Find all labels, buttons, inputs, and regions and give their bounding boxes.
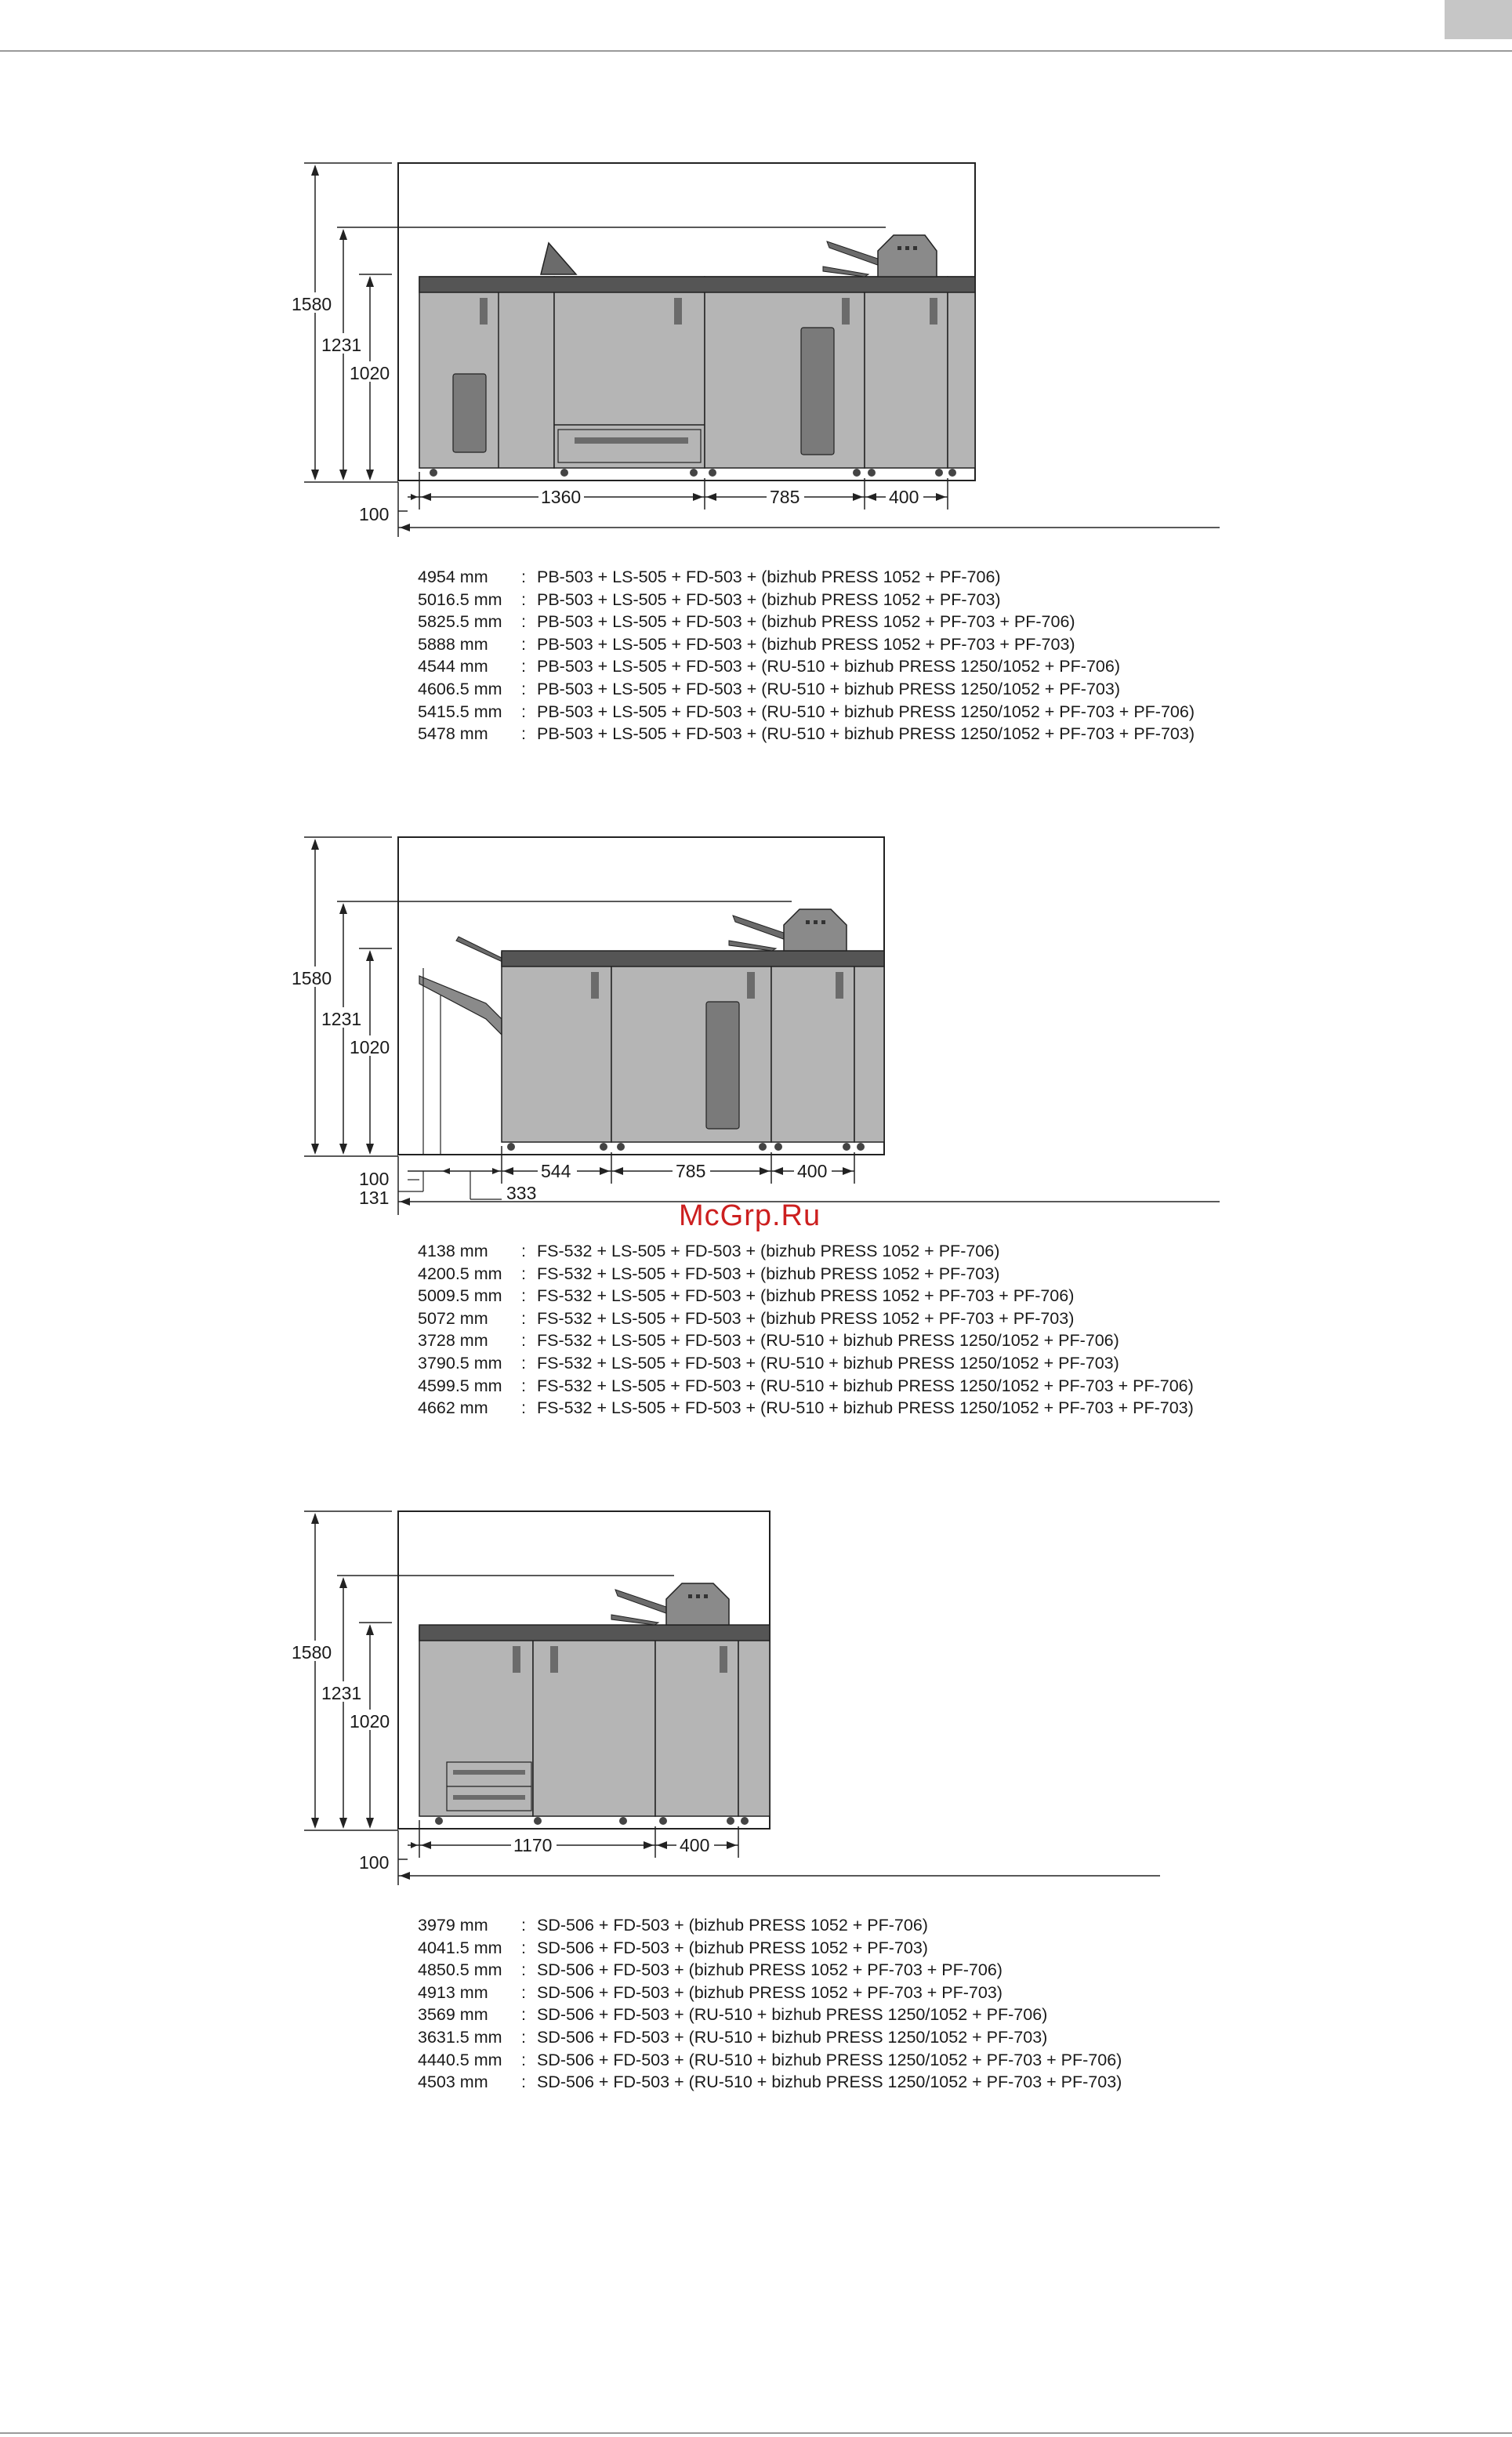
config-desc: SD-506 + FD-503 + (bizhub PRESS 1052 + PF-706) <box>537 1916 928 1935</box>
config-length: 3631.5 mm <box>418 2027 502 2047</box>
width-400: 400 <box>797 1161 828 1181</box>
config-length: 5825.5 mm <box>418 612 502 632</box>
config-desc: FS-532 + LS-505 + FD-503 + (bizhub PRESS 1052 + PF-703) <box>537 1264 1000 1283</box>
config-length: 5009.5 mm <box>418 1286 502 1306</box>
height-1020: 1020 <box>350 1037 390 1057</box>
config-desc: PB-503 + LS-505 + FD-503 + (RU-510 + bizhub PRESS 1250/1052 + PF-703 + PF-703) <box>537 724 1195 744</box>
config-length: 4041.5 mm <box>418 1938 502 1957</box>
offset-131: 131 <box>359 1188 390 1208</box>
height-1580: 1580 <box>292 968 332 988</box>
config-length: 4503 mm <box>418 2073 488 2092</box>
page-corner-tab <box>1445 0 1512 39</box>
config-row: 4200.5 mm : FS-532 + LS-505 + FD-503 + (bizhub PRESS 1052 + PF-703) <box>418 1263 1194 1286</box>
footer-rule <box>0 2432 1512 2434</box>
config-desc: SD-506 + FD-503 + (RU-510 + bizhub PRESS 1250/1052 + PF-706) <box>537 2005 1048 2025</box>
config-desc: PB-503 + LS-505 + FD-503 + (RU-510 + bizhub PRESS 1250/1052 + PF-706) <box>537 657 1120 676</box>
offset-333: 333 <box>506 1183 537 1203</box>
config-row: 3728 mm : FS-532 + LS-505 + FD-503 + (RU-510 + bizhub PRESS 1250/1052 + PF-706) <box>418 1329 1194 1352</box>
config-length: 4200.5 mm <box>418 1264 502 1283</box>
width-1170: 1170 <box>513 1835 553 1855</box>
offset-100: 100 <box>359 1852 390 1873</box>
config-length: 4440.5 mm <box>418 2050 502 2069</box>
config-row: 4954 mm : PB-503 + LS-505 + FD-503 + (bizhub PRESS 1052 + PF-706) <box>418 566 1195 589</box>
machine-illustration <box>419 235 975 477</box>
config-row: 4503 mm : SD-506 + FD-503 + (RU-510 + bizhub PRESS 1250/1052 + PF-703 + PF-703) <box>418 2071 1122 2094</box>
config-row: 5478 mm : PB-503 + LS-505 + FD-503 + (RU-510 + bizhub PRESS 1250/1052 + PF-703 + PF-703) <box>418 723 1195 745</box>
width-400: 400 <box>889 487 919 507</box>
width-785: 785 <box>676 1161 706 1181</box>
config-desc: SD-506 + FD-503 + (bizhub PRESS 1052 + PF-703) <box>537 1938 928 1957</box>
config-row: 5825.5 mm : PB-503 + LS-505 + FD-503 + (bizhub PRESS 1052 + PF-703 + PF-706) <box>418 611 1195 633</box>
height-1231: 1231 <box>321 1009 362 1029</box>
config-length: 5888 mm <box>418 634 488 654</box>
config-length: 4662 mm <box>418 1398 488 1418</box>
header-rule <box>0 50 1512 52</box>
config-desc: SD-506 + FD-503 + (RU-510 + bizhub PRESS 1250/1052 + PF-703 + PF-703) <box>537 2073 1122 2092</box>
config-row: 5072 mm : FS-532 + LS-505 + FD-503 + (bizhub PRESS 1052 + PF-703 + PF-703) <box>418 1307 1194 1330</box>
height-1231: 1231 <box>321 1683 362 1703</box>
watermark: McGrp.Ru <box>679 1199 821 1232</box>
config-length: 5072 mm <box>418 1308 488 1328</box>
config-length: 4954 mm <box>418 568 488 586</box>
config-row: 5009.5 mm : FS-532 + LS-505 + FD-503 + (bizhub PRESS 1052 + PF-703 + PF-706) <box>418 1285 1194 1307</box>
height-1020: 1020 <box>350 1711 390 1732</box>
config-desc: FS-532 + LS-505 + FD-503 + (bizhub PRESS 1052 + PF-703 + PF-706) <box>537 1286 1075 1306</box>
config-desc: PB-503 + LS-505 + FD-503 + (bizhub PRESS 1052 + PF-703 + PF-703) <box>537 634 1075 654</box>
config-length: 4599.5 mm <box>418 1376 502 1395</box>
config-length: 3569 mm <box>418 2005 488 2025</box>
width-400: 400 <box>680 1835 710 1855</box>
config-length: 3979 mm <box>418 1916 488 1935</box>
width-544: 544 <box>541 1161 571 1181</box>
config-desc: PB-503 + LS-505 + FD-503 + (RU-510 + bizhub PRESS 1250/1052 + PF-703) <box>537 679 1120 698</box>
config-row: 3979 mm : SD-506 + FD-503 + (bizhub PRESS 1052 + PF-706) <box>418 1914 1122 1937</box>
config-desc: FS-532 + LS-505 + FD-503 + (RU-510 + bizhub PRESS 1250/1052 + PF-703) <box>537 1353 1119 1373</box>
height-1231: 1231 <box>321 335 362 355</box>
config-row: 4662 mm : FS-532 + LS-505 + FD-503 + (RU-510 + bizhub PRESS 1250/1052 + PF-703 + PF-703) <box>418 1397 1194 1420</box>
config-length: 3790.5 mm <box>418 1353 502 1373</box>
config-row: 5016.5 mm : PB-503 + LS-505 + FD-503 + (bizhub PRESS 1052 + PF-703) <box>418 589 1195 611</box>
config-row: 4606.5 mm : PB-503 + LS-505 + FD-503 + (RU-510 + bizhub PRESS 1250/1052 + PF-703) <box>418 678 1195 701</box>
config-desc: SD-506 + FD-503 + (RU-510 + bizhub PRESS 1250/1052 + PF-703) <box>537 2027 1048 2047</box>
config-length: 4850.5 mm <box>418 1960 502 1980</box>
width-785: 785 <box>770 487 800 507</box>
config-length: 5415.5 mm <box>418 702 502 721</box>
config-length: 4913 mm <box>418 1982 488 2002</box>
config-desc: FS-532 + LS-505 + FD-503 + (RU-510 + bizhub PRESS 1250/1052 + PF-706) <box>537 1331 1119 1351</box>
config-row: 4913 mm : SD-506 + FD-503 + (bizhub PRESS 1052 + PF-703 + PF-703) <box>418 1982 1122 2004</box>
config-desc: FS-532 + LS-505 + FD-503 + (RU-510 + bizhub PRESS 1250/1052 + PF-703 + PF-706) <box>537 1376 1194 1395</box>
width-1360: 1360 <box>541 487 582 507</box>
config-row: 4599.5 mm : FS-532 + LS-505 + FD-503 + (RU-510 + bizhub PRESS 1250/1052 + PF-703 + PF-706) <box>418 1375 1194 1398</box>
config-row: 4544 mm : PB-503 + LS-505 + FD-503 + (RU-510 + bizhub PRESS 1250/1052 + PF-706) <box>418 655 1195 678</box>
height-1020: 1020 <box>350 363 390 383</box>
config-desc: SD-506 + FD-503 + (bizhub PRESS 1052 + PF-703 + PF-706) <box>537 1960 1003 1980</box>
height-1580: 1580 <box>292 294 332 314</box>
config-row: 5415.5 mm : PB-503 + LS-505 + FD-503 + (RU-510 + bizhub PRESS 1250/1052 + PF-703 + PF-706) <box>418 701 1195 723</box>
config-desc: PB-503 + LS-505 + FD-503 + (RU-510 + bizhub PRESS 1250/1052 + PF-703 + PF-706) <box>537 702 1195 721</box>
offset-100: 100 <box>359 504 390 524</box>
offset-100: 100 <box>359 1169 390 1189</box>
config-row: 4440.5 mm : SD-506 + FD-503 + (RU-510 + bizhub PRESS 1250/1052 + PF-703 + PF-706) <box>418 2049 1122 2072</box>
config-list-pb503 <box>418 566 1195 745</box>
config-row: 3569 mm : SD-506 + FD-503 + (RU-510 + bizhub PRESS 1250/1052 + PF-706) <box>418 2004 1122 2026</box>
diagram-sd506 <box>0 1497 1512 1936</box>
config-row: 4041.5 mm : SD-506 + FD-503 + (bizhub PRESS 1052 + PF-703) <box>418 1937 1122 1960</box>
config-desc: FS-532 + LS-505 + FD-503 + (RU-510 + bizhub PRESS 1250/1052 + PF-703 + PF-703) <box>537 1398 1194 1418</box>
config-desc: FS-532 + LS-505 + FD-503 + (bizhub PRESS 1052 + PF-703 + PF-703) <box>537 1308 1075 1328</box>
config-row: 3631.5 mm : SD-506 + FD-503 + (RU-510 + bizhub PRESS 1250/1052 + PF-703) <box>418 2026 1122 2049</box>
layout-drawing-sd506 <box>0 1497 1512 1936</box>
config-length: 3728 mm <box>418 1331 488 1351</box>
config-list-sd506 <box>418 1914 1122 2094</box>
config-row: 4138 mm : FS-532 + LS-505 + FD-503 + (bizhub PRESS 1052 + PF-706) <box>418 1240 1194 1263</box>
machine-illustration <box>419 1583 770 1825</box>
config-desc: PB-503 + LS-505 + FD-503 + (bizhub PRESS 1052 + PF-706) <box>537 568 1001 586</box>
config-desc: PB-503 + LS-505 + FD-503 + (bizhub PRESS 1052 + PF-703) <box>537 589 1001 609</box>
config-row: 4850.5 mm : SD-506 + FD-503 + (bizhub PRESS 1052 + PF-703 + PF-706) <box>418 1959 1122 1982</box>
config-desc: FS-532 + LS-505 + FD-503 + (bizhub PRESS 1052 + PF-706) <box>537 1242 1000 1260</box>
machine-illustration <box>419 909 884 1155</box>
config-length: 4544 mm <box>418 657 488 676</box>
config-row: 3790.5 mm : FS-532 + LS-505 + FD-503 + (RU-510 + bizhub PRESS 1250/1052 + PF-703) <box>418 1352 1194 1375</box>
config-desc: SD-506 + FD-503 + (RU-510 + bizhub PRESS 1250/1052 + PF-703 + PF-706) <box>537 2050 1122 2069</box>
config-length: 4138 mm <box>418 1242 488 1260</box>
config-row: 5888 mm : PB-503 + LS-505 + FD-503 + (bizhub PRESS 1052 + PF-703 + PF-703) <box>418 633 1195 656</box>
config-desc: PB-503 + LS-505 + FD-503 + (bizhub PRESS 1052 + PF-703 + PF-706) <box>537 612 1075 632</box>
config-length: 5478 mm <box>418 724 488 744</box>
config-desc: SD-506 + FD-503 + (bizhub PRESS 1052 + PF-703 + PF-703) <box>537 1982 1003 2002</box>
config-list-fs532 <box>418 1240 1194 1420</box>
height-1580: 1580 <box>292 1642 332 1663</box>
config-length: 5016.5 mm <box>418 589 502 609</box>
config-length: 4606.5 mm <box>418 679 502 698</box>
